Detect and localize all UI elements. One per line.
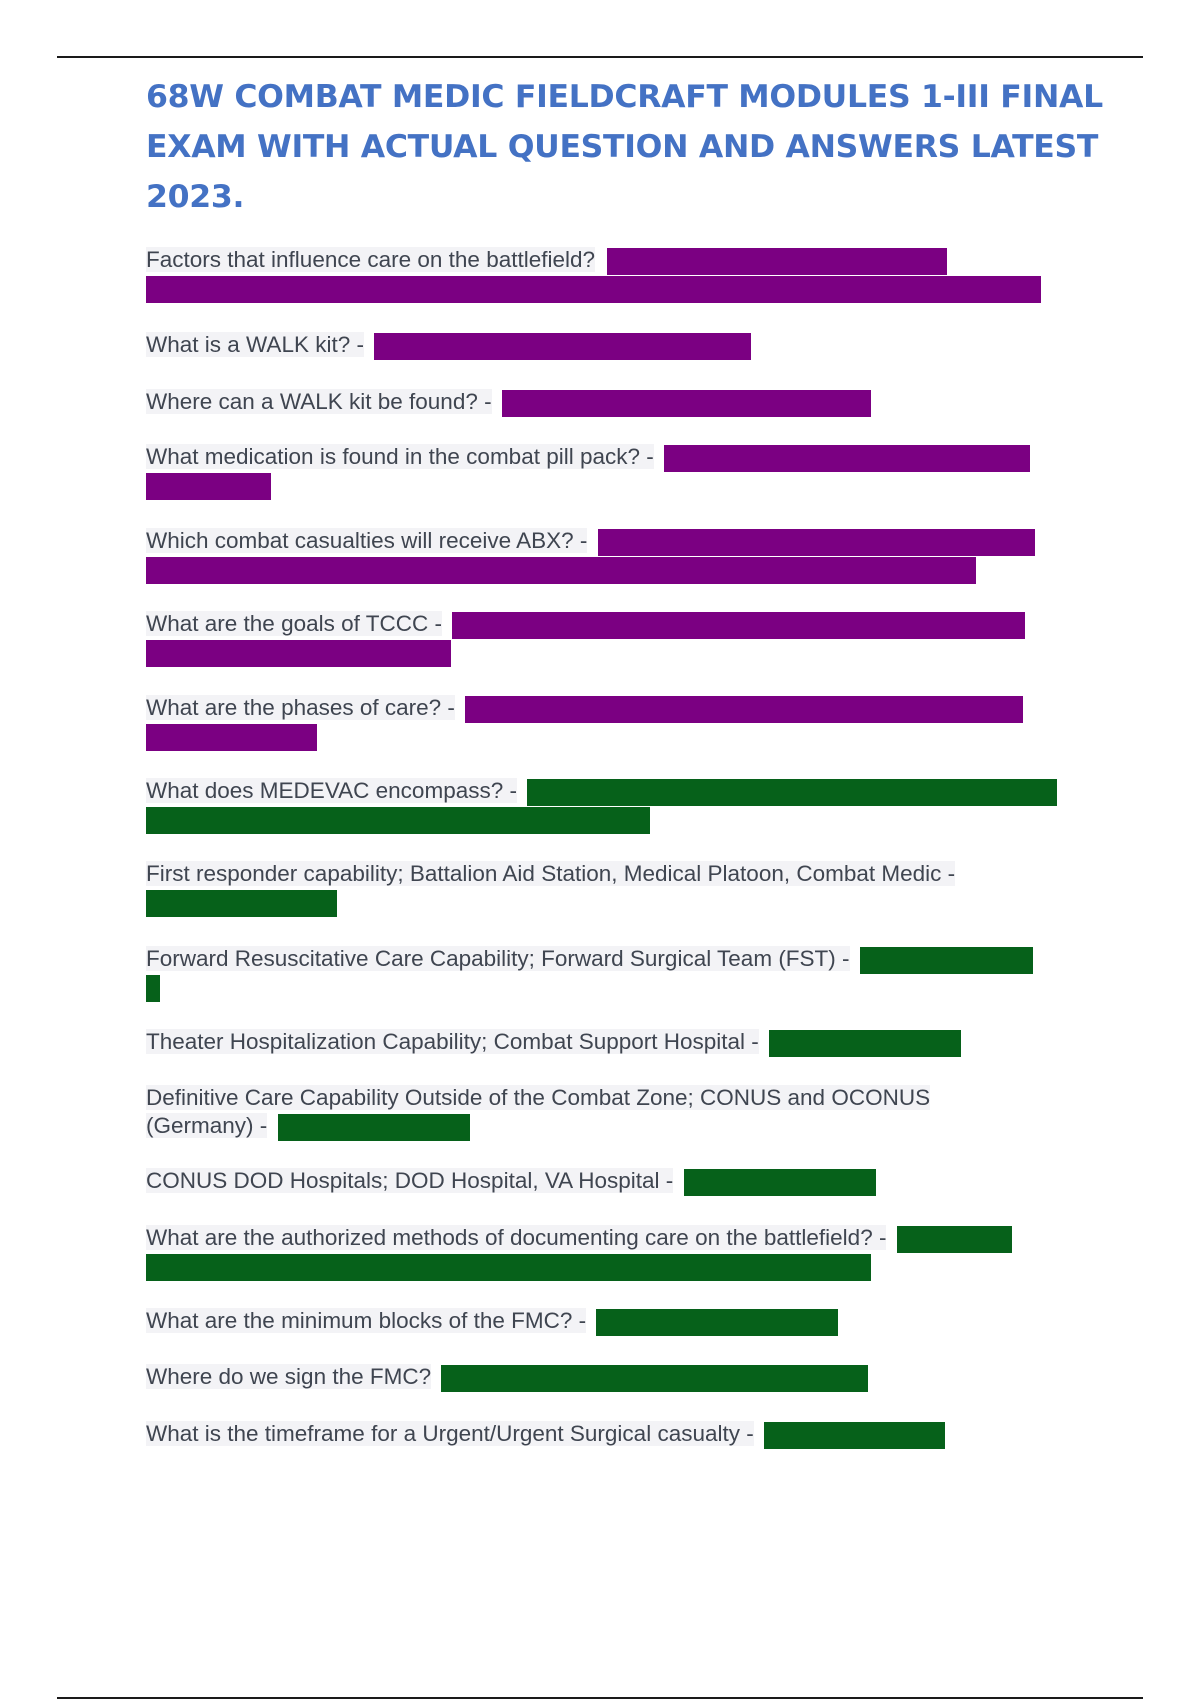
- top-rule: [57, 56, 1143, 58]
- redacted-answer: [146, 724, 317, 751]
- redacted-answer: [146, 890, 337, 917]
- document-title: 68W COMBAT MEDIC FIELDCRAFT MODULES 1-III FINAL EXAM WITH ACTUAL QUESTION AND ANSWERS LATEST 2023.: [146, 79, 1103, 215]
- redacted-answer: [146, 640, 451, 667]
- qa-item-8: [146, 777, 1146, 834]
- redacted-answer: [769, 1030, 961, 1057]
- question-text: What are the minimum blocks of the FMC? -: [146, 1308, 587, 1333]
- redacted-answer: [374, 333, 751, 360]
- qa-item-9: [146, 860, 1086, 917]
- redacted-answer: [684, 1169, 876, 1196]
- qa-item-10: [146, 945, 1146, 1002]
- redacted-answer: [452, 612, 1025, 639]
- qa-item-13: [146, 1167, 876, 1196]
- qa-item-11: [146, 1028, 961, 1057]
- redacted-answer: [527, 779, 1057, 806]
- qa-item-17: [146, 1420, 945, 1449]
- bottom-rule: [57, 1697, 1143, 1699]
- question-text: What are the phases of care? -: [146, 695, 455, 720]
- redacted-answer: [146, 807, 650, 834]
- question-text: What are the authorized methods of documenting care on the battlefield? -: [146, 1225, 887, 1250]
- question-text: Which combat casualties will receive ABX? -: [146, 528, 588, 553]
- question-text: Where do we sign the FMC?: [146, 1364, 432, 1389]
- redacted-answer: [465, 696, 1023, 723]
- redacted-answer: [598, 529, 1035, 556]
- question-text: What medication is found in the combat pill pack? -: [146, 444, 654, 469]
- question-text: What are the goals of TCCC -: [146, 611, 442, 636]
- question-text: What does MEDEVAC encompass? -: [146, 778, 517, 803]
- qa-item-14: [146, 1224, 1086, 1281]
- redacted-answer: [502, 390, 871, 417]
- redacted-answer: [146, 557, 976, 584]
- question-text: Forward Resuscitative Care Capability; Forward Surgical Team (FST) -: [146, 946, 850, 971]
- redacted-answer: [596, 1309, 838, 1336]
- redacted-answer: [146, 1254, 871, 1281]
- redacted-answer: [441, 1365, 868, 1392]
- qa-item-7: [146, 694, 1066, 751]
- redacted-answer: [146, 276, 1041, 303]
- qa-item-15: [146, 1307, 838, 1336]
- question-text: What is a WALK kit? -: [146, 332, 364, 357]
- question-text: Where can a WALK kit be found? -: [146, 389, 492, 414]
- qa-item-12: [146, 1084, 1026, 1141]
- qa-item-4: [146, 443, 1066, 500]
- qa-item-16: [146, 1363, 868, 1392]
- redacted-answer: [664, 445, 1030, 472]
- question-text: Theater Hospitalization Capability; Combat Support Hospital -: [146, 1029, 759, 1054]
- question-text: CONUS DOD Hospitals; DOD Hospital, VA Hospital -: [146, 1168, 674, 1193]
- redacted-answer: [146, 975, 160, 1002]
- redacted-answer: [764, 1422, 945, 1449]
- redacted-answer: [278, 1114, 470, 1141]
- question-text: What is the timeframe for a Urgent/Urgent Surgical casualty -: [146, 1421, 754, 1446]
- question-text: Factors that influence care on the battlefield?: [146, 247, 596, 272]
- redacted-answer: [146, 473, 271, 500]
- qa-item-1: [146, 246, 1046, 303]
- question-text: Definitive Care Capability Outside of the Combat Zone; CONUS and OCONUS (Germany) -: [146, 1085, 931, 1138]
- redacted-answer: [860, 947, 1033, 974]
- qa-item-6: [146, 610, 1066, 667]
- qa-item-3: [146, 388, 871, 417]
- qa-item-5: [146, 527, 1066, 584]
- redacted-answer: [607, 248, 947, 275]
- question-text: First responder capability; Battalion Aid Station, Medical Platoon, Combat Medic -: [146, 861, 956, 886]
- redacted-answer: [897, 1226, 1012, 1253]
- qa-item-2: [146, 331, 751, 360]
